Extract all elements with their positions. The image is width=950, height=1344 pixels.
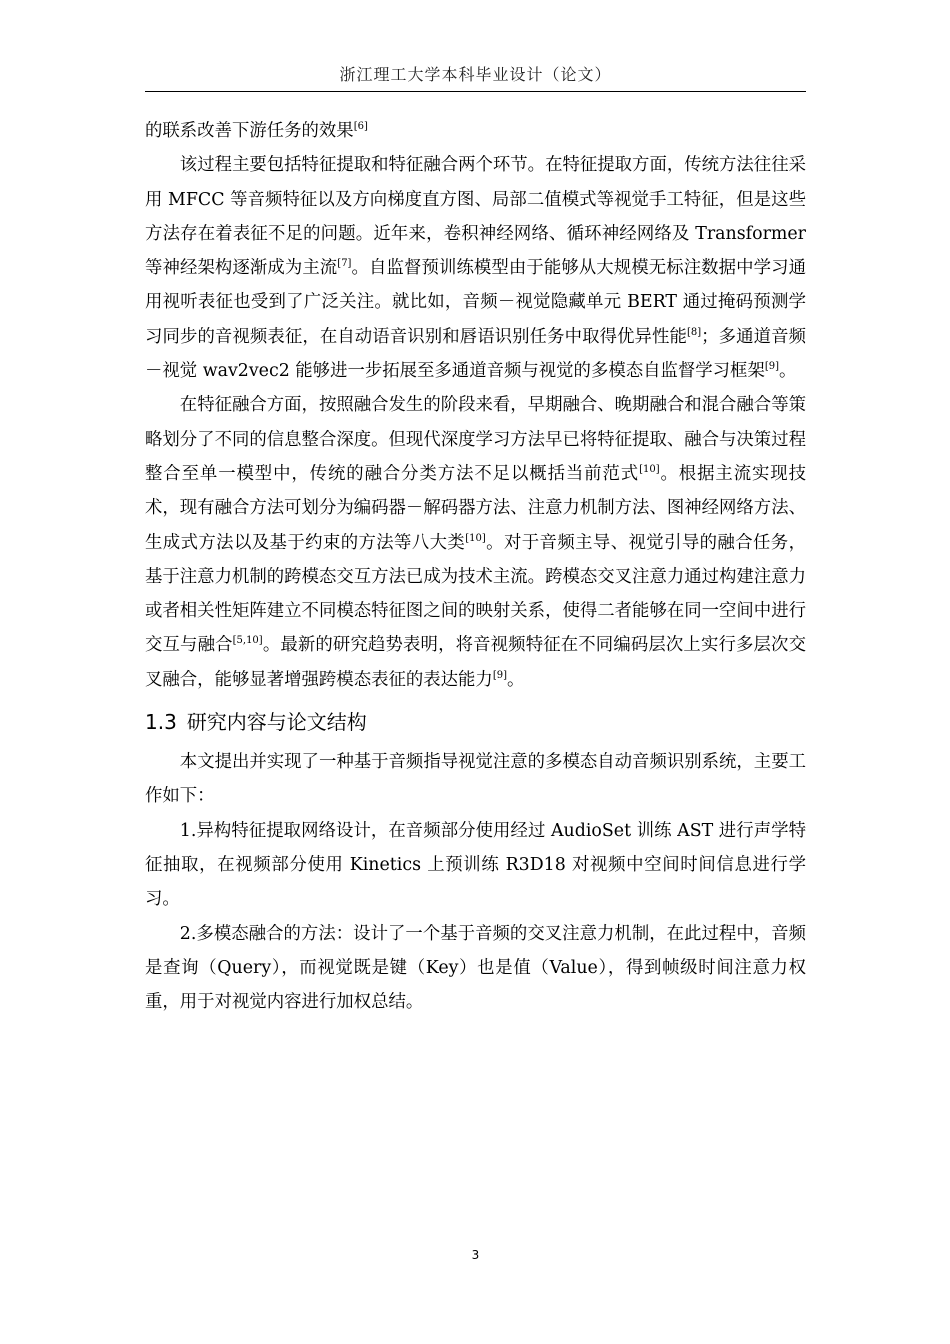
paragraph-text: 。自监督预训练模型由于能够从大规模无标注数据中学习通用视听表征也受到了广泛关注。就比如，音频－视觉隐藏单元 BERT 通过掩码预测学习同步的音视频表征，在自动语音识别和唇语识别任务中取得优异性能: [145, 258, 806, 347]
paragraph-continuation: [145, 114, 806, 148]
list-item: 2.多模态融合的方法：设计了一个基于音频的交叉注意力机制，在此过程中，音频是查询（Query），而视觉既是键（Key）也是值（Value），得到帧级时间注意力权重，用于对视觉内容进行加权总结。: [145, 923, 806, 1013]
page-header: 浙江理工大学本科毕业设计（论文）: [339, 65, 612, 84]
citation: [5,10]: [232, 635, 263, 647]
paragraph-feature-fusion: [145, 388, 806, 697]
citation: [8]: [687, 326, 702, 338]
paragraph-text: 。最新的研究趋势表明，将音视频特征在不同编码层次上实行多层次交叉融合，能够显著增强跨模态表征的表达能力: [145, 635, 806, 690]
body-text: [145, 114, 806, 1019]
citation: [6]: [353, 121, 368, 132]
paragraph-text: 。根据主流实现技术，现有融合方法可划分为编码器－解码器方法、注意力机制方法、图神经网络方法、生成式方法以及基于约束的方法等八大类: [145, 463, 806, 553]
citation: [9]: [492, 669, 507, 681]
paragraph-text: 在特征融合方面，按照融合发生的阶段来看，早期融合、晚期融合和混合融合等策略划分了不同的信息整合深度。但现代深度学习方法早已将特征提取、融合与决策过程整合至单一模型中，传统的融合分类方法不足以概括当前范式: [145, 395, 806, 484]
paragraph-text: 的联系改善下游任务的效果: [145, 121, 354, 141]
paragraph-text: 。对于音频主导、视觉引导的融合任务，基于注意力机制的跨模态交互方法已成为技术主流。跨模态交叉注意力通过构建注意力或者相关性矩阵建立不同模态特征图之间的映射关系，使得二者能够在同一空间中进行交互与融合: [145, 532, 806, 656]
citation: [10]: [639, 463, 660, 475]
citation: [9]: [764, 361, 780, 373]
page-number: 3: [471, 1248, 480, 1262]
paragraph-text: 。: [507, 669, 525, 690]
paragraph-feature-extraction: [145, 148, 806, 388]
section-title: 研究内容与论文结构: [186, 710, 367, 735]
section-heading: [145, 703, 806, 741]
paragraph-text: ；多通道音频－视觉 wav2vec2 能够进一步拓展至多通道音频与视觉的多模态自监督学习框架: [145, 326, 806, 382]
section-number: 1.3: [145, 710, 177, 735]
paragraph-text: 。: [779, 361, 797, 382]
header-rule: [145, 91, 806, 92]
citation: [7]: [337, 258, 352, 270]
paragraph-text: 该过程主要包括特征提取和特征融合两个环节。在特征提取方面，传统方法往往采用 MFCC 等音频特征以及方向梯度直方图、局部二值模式等视觉手工特征，但是这些方法存在着表征不足的问题。近年来，卷积神经网络、循环神经网络及 Transformer 等神经架构逐渐成为主流: [145, 155, 806, 279]
paragraph-intro: 本文提出并实现了一种基于音频指导视觉注意的多模态自动音频识别系统，主要工作如下：: [145, 752, 806, 807]
citation: [10]: [465, 532, 486, 544]
list-item: 1.异构特征提取网络设计，在音频部分使用经过 AudioSet 训练 AST 进行声学特征抽取，在视频部分使用 Kinetics 上预训练 R3D18 对视频中空间时间信息进行学习。: [145, 820, 806, 910]
